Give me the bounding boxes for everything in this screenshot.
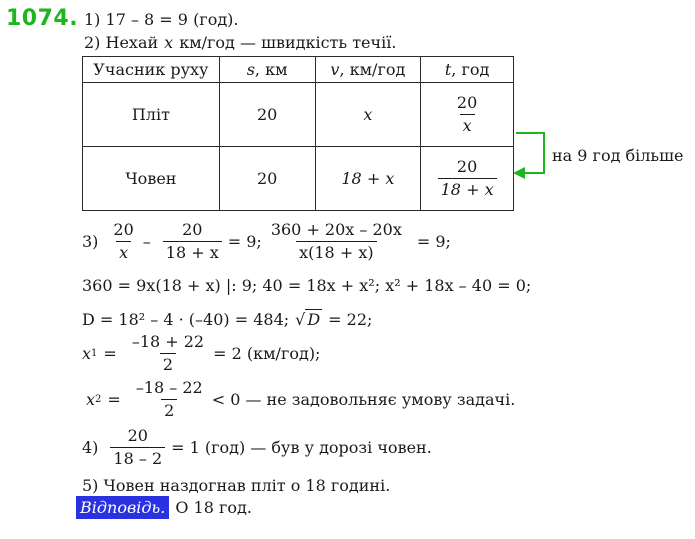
header-v-unit: , км/год [339, 60, 406, 79]
fraction-denominator: 18 + x [438, 178, 497, 199]
cell-speed: x [315, 83, 421, 147]
quadratic-line [82, 276, 531, 295]
table-header-row [83, 57, 514, 83]
cell-participant: Пліт [83, 83, 220, 147]
step-2 [84, 33, 396, 52]
cell-time [421, 83, 514, 147]
step-4 [82, 428, 432, 468]
x1-fraction [129, 334, 207, 374]
time-fraction [454, 92, 480, 135]
sqrt-result: = 22; [328, 309, 373, 329]
step-4-fraction [110, 428, 165, 468]
sqrt-symbol [295, 309, 322, 329]
step-5 [82, 476, 390, 495]
table-row [83, 147, 514, 211]
cell-participant: Човен [83, 147, 220, 211]
step-1-text: 1) 17 – 8 = 9 (год). [84, 10, 239, 29]
cell-distance: 20 [219, 83, 315, 147]
fraction-numerator: –18 – 22 [135, 378, 203, 397]
fraction-denominator: 2 [161, 399, 177, 420]
fraction-20-over-x [110, 222, 136, 262]
fraction-denominator: 18 + x [163, 241, 222, 262]
header-participant: Учасник руху [83, 57, 220, 83]
fraction-numerator: 360 + 20x – 20x [270, 220, 402, 239]
header-distance [219, 57, 315, 83]
fraction-20-over-18-plus-x [163, 222, 222, 262]
cell-speed: 18 + x [315, 147, 421, 211]
step-4-label: 4) [82, 438, 99, 458]
fraction-numerator: –18 + 22 [131, 332, 205, 351]
answer-line [76, 496, 252, 519]
fraction-numerator: 20 [113, 220, 134, 239]
header-s-var: s [246, 60, 255, 79]
fraction-combined [268, 222, 405, 262]
x1-subscript: 1 [91, 348, 98, 360]
header-t-unit: , год [451, 60, 490, 79]
problem-number: 1074. [6, 6, 79, 31]
fraction-denominator: x(18 + x) [296, 241, 376, 262]
equals-nine-2: = 9; [416, 232, 451, 252]
step-5-text: 5) Човен наздогнав пліт о 18 годині. [82, 476, 391, 495]
step-2-var: x [164, 33, 174, 52]
quadratic-text: 360 = 9x(18 + x) |: 9; 40 = 18x + x²; x² + 18x – 40 = 0; [82, 276, 532, 295]
table-row [83, 83, 514, 147]
x2-equals: = [107, 390, 121, 410]
fraction-denominator: 2 [160, 353, 176, 374]
step-2-prefix: 2) Нехай [84, 33, 159, 52]
x2-label: x [86, 390, 96, 410]
fraction-denominator: x [460, 114, 475, 135]
fraction-denominator: 18 – 2 [110, 447, 165, 468]
x1-equals: = [103, 344, 117, 364]
step-3 [82, 222, 451, 262]
header-time [421, 57, 514, 83]
cell-time [421, 147, 514, 211]
step-4-result: = 1 (год) — був у дорозі човен. [171, 438, 432, 458]
header-speed [315, 57, 421, 83]
radicand: D [307, 310, 321, 329]
discriminant-text: D = 18² – 4 · (–40) = 484; [82, 309, 290, 329]
header-v-var: v [330, 60, 340, 79]
root-x2 [86, 380, 515, 420]
x2-result: < 0 — не задовольняє умову задачі. [211, 390, 516, 410]
header-t-var: t [444, 60, 452, 79]
radical-sign-icon: √ [295, 310, 306, 329]
arrow-head-icon [513, 167, 525, 179]
step-3-label: 3) [82, 232, 99, 252]
time-fraction [438, 156, 497, 199]
motion-table [82, 56, 514, 211]
x2-subscript: 2 [95, 394, 102, 406]
arrow-label: на 9 год більше [552, 146, 684, 165]
header-s-unit: , км [254, 60, 288, 79]
equals-nine: = 9; [227, 232, 262, 252]
arrow-bracket [516, 133, 544, 173]
x2-fraction [133, 380, 206, 420]
step-1 [84, 10, 239, 29]
fraction-denominator: x [116, 241, 131, 262]
x1-label: x [82, 344, 92, 364]
minus-sign: – [142, 232, 151, 252]
fraction-numerator: 20 [456, 92, 478, 112]
fraction-numerator: 20 [182, 220, 203, 239]
x1-result: = 2 (км/год); [213, 344, 321, 364]
fraction-numerator: 20 [127, 426, 148, 445]
answer-text: О 18 год. [175, 498, 252, 517]
fraction-numerator: 20 [456, 156, 478, 176]
step-2-suffix: км/год — швидкість течії. [179, 33, 397, 52]
discriminant-line [82, 309, 372, 329]
root-x1 [82, 334, 320, 374]
cell-distance: 20 [219, 147, 315, 211]
answer-badge: Відповідь. [76, 496, 169, 519]
